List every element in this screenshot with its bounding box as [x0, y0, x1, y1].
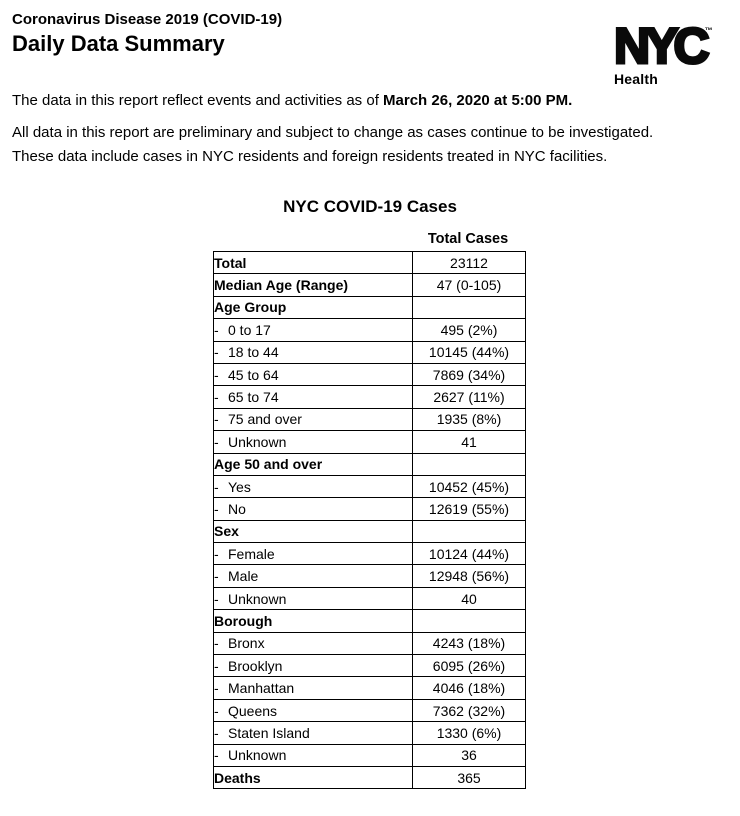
row-label	[214, 274, 413, 296]
row-value: 4046 (18%)	[413, 677, 526, 699]
dash-prefix: -	[214, 724, 219, 741]
table-row	[214, 475, 526, 497]
row-value: 10124 (44%)	[413, 543, 526, 565]
table-row	[214, 274, 526, 296]
row-label-text: Queens	[228, 702, 278, 719]
row-value: 10452 (45%)	[413, 475, 526, 497]
row-value: 495 (2%)	[413, 319, 526, 341]
dash-prefix: -	[214, 389, 219, 406]
row-value: 365	[413, 766, 526, 788]
row-label-text: 18 to 44	[228, 344, 279, 361]
row-label	[214, 677, 413, 699]
row-label	[214, 341, 413, 363]
table-row	[214, 655, 526, 677]
row-label-text: Median Age (Range)	[214, 277, 349, 294]
as-of-date: March 26, 2020 at 5:00 PM.	[383, 92, 573, 109]
nyc-logo-text: NYC	[614, 18, 705, 74]
row-label	[214, 655, 413, 677]
row-label	[214, 543, 413, 565]
dash-prefix: -	[214, 702, 219, 719]
row-value: 12619 (55%)	[413, 498, 526, 520]
row-label-text: Manhattan	[228, 680, 295, 697]
row-label-text: Bronx	[228, 635, 265, 652]
table-row	[214, 766, 526, 788]
table-row	[214, 610, 526, 632]
row-value: 23112	[413, 252, 526, 274]
row-label-text: No	[228, 500, 246, 517]
row-label	[214, 386, 413, 408]
row-value: 4243 (18%)	[413, 632, 526, 654]
dash-prefix: -	[214, 411, 219, 428]
row-label-text: Age Group	[214, 299, 287, 316]
logo-health-label: Health	[614, 71, 658, 87]
row-label-text: Age 50 and over	[214, 456, 323, 473]
trademark-symbol: ™	[704, 26, 713, 35]
row-label-text: Yes	[228, 478, 251, 495]
table-row	[214, 319, 526, 341]
dash-prefix: -	[214, 680, 219, 697]
row-value: 1935 (8%)	[413, 408, 526, 430]
row-label	[214, 408, 413, 430]
row-label	[214, 610, 413, 632]
row-value: 7869 (34%)	[413, 363, 526, 385]
row-label	[214, 587, 413, 609]
dash-prefix: -	[214, 657, 219, 674]
page-title: Daily Data Summary	[12, 31, 225, 56]
dash-prefix: -	[214, 545, 219, 562]
dash-prefix: -	[214, 433, 219, 450]
disclaimer-line-1: All data in this report are preliminary and subject to change as cases continue to be investigated.	[12, 124, 654, 141]
report-supertitle: Coronavirus Disease 2019 (COVID-19)	[12, 11, 283, 28]
nyc-health-logo	[614, 6, 729, 87]
dash-prefix: -	[214, 321, 219, 338]
row-value: 12948 (56%)	[413, 565, 526, 587]
dash-prefix: -	[214, 747, 219, 764]
row-value: 41	[413, 431, 526, 453]
row-label	[214, 363, 413, 385]
table-row	[214, 699, 526, 721]
row-label	[214, 699, 413, 721]
row-value	[413, 520, 526, 542]
table-row	[214, 520, 526, 542]
row-label	[214, 319, 413, 341]
row-value: 6095 (26%)	[413, 655, 526, 677]
row-value	[413, 296, 526, 318]
row-value: 40	[413, 587, 526, 609]
table-row	[214, 453, 526, 475]
table-row	[214, 252, 526, 274]
row-label	[214, 632, 413, 654]
nyc-logo-wordmark	[614, 6, 729, 74]
row-label-text: Staten Island	[228, 724, 310, 741]
column-header-total-cases: Total Cases	[427, 231, 509, 247]
table-row	[214, 408, 526, 430]
row-label-text: Male	[228, 568, 259, 585]
document-header	[12, 9, 282, 57]
dash-prefix: -	[214, 366, 219, 383]
table-row	[214, 341, 526, 363]
table-title: NYC COVID-19 Cases	[283, 197, 457, 216]
row-label-text: Sex	[214, 523, 239, 540]
dash-prefix: -	[214, 635, 219, 652]
dash-prefix: -	[214, 500, 219, 517]
row-label	[214, 722, 413, 744]
row-label	[214, 453, 413, 475]
row-label-text: Unknown	[228, 433, 287, 450]
row-value: 10145 (44%)	[413, 341, 526, 363]
table-row	[214, 677, 526, 699]
row-label-text: 0 to 17	[228, 321, 271, 338]
table-row	[214, 543, 526, 565]
row-label-text: Borough	[214, 612, 273, 629]
dash-prefix: -	[214, 590, 219, 607]
row-value: 36	[413, 744, 526, 766]
row-label-text: 45 to 64	[228, 366, 279, 383]
table-row	[214, 565, 526, 587]
row-value	[413, 453, 526, 475]
row-value: 1330 (6%)	[413, 722, 526, 744]
disclaimer-line-2: These data include cases in NYC residents and foreign residents treated in NYC facilities.	[12, 148, 608, 165]
row-label	[214, 565, 413, 587]
table-row	[214, 587, 526, 609]
table-row	[214, 632, 526, 654]
disclaimer-paragraph	[12, 121, 728, 169]
table-row	[214, 431, 526, 453]
row-label	[214, 520, 413, 542]
row-label-text: Female	[228, 545, 275, 562]
row-label	[214, 498, 413, 520]
row-label-text: Deaths	[214, 769, 261, 786]
as-of-paragraph	[12, 91, 728, 111]
row-label-text: Total	[214, 254, 247, 271]
row-label	[214, 475, 413, 497]
dash-prefix: -	[214, 344, 219, 361]
row-label	[214, 744, 413, 766]
row-label-text: Unknown	[228, 747, 287, 764]
dash-prefix: -	[214, 568, 219, 585]
table-row	[214, 386, 526, 408]
row-value: 7362 (32%)	[413, 699, 526, 721]
row-value	[413, 610, 526, 632]
row-label	[214, 766, 413, 788]
table-row	[214, 722, 526, 744]
table-row	[214, 744, 526, 766]
row-label	[214, 431, 413, 453]
row-label	[214, 252, 413, 274]
row-label	[214, 296, 413, 318]
table-row	[214, 296, 526, 318]
dash-prefix: -	[214, 478, 219, 495]
row-label-text: Brooklyn	[228, 657, 283, 674]
as-of-text: The data in this report reflect events and activities as of	[12, 92, 384, 109]
table-row	[214, 363, 526, 385]
row-value: 47 (0-105)	[413, 274, 526, 296]
row-label-text: Unknown	[228, 590, 287, 607]
row-label-text: 65 to 74	[228, 389, 279, 406]
row-value: 2627 (11%)	[413, 386, 526, 408]
covid-cases-table-body	[214, 252, 526, 789]
table-row	[214, 498, 526, 520]
covid-cases-table	[213, 251, 526, 789]
row-label-text: 75 and over	[228, 411, 302, 428]
